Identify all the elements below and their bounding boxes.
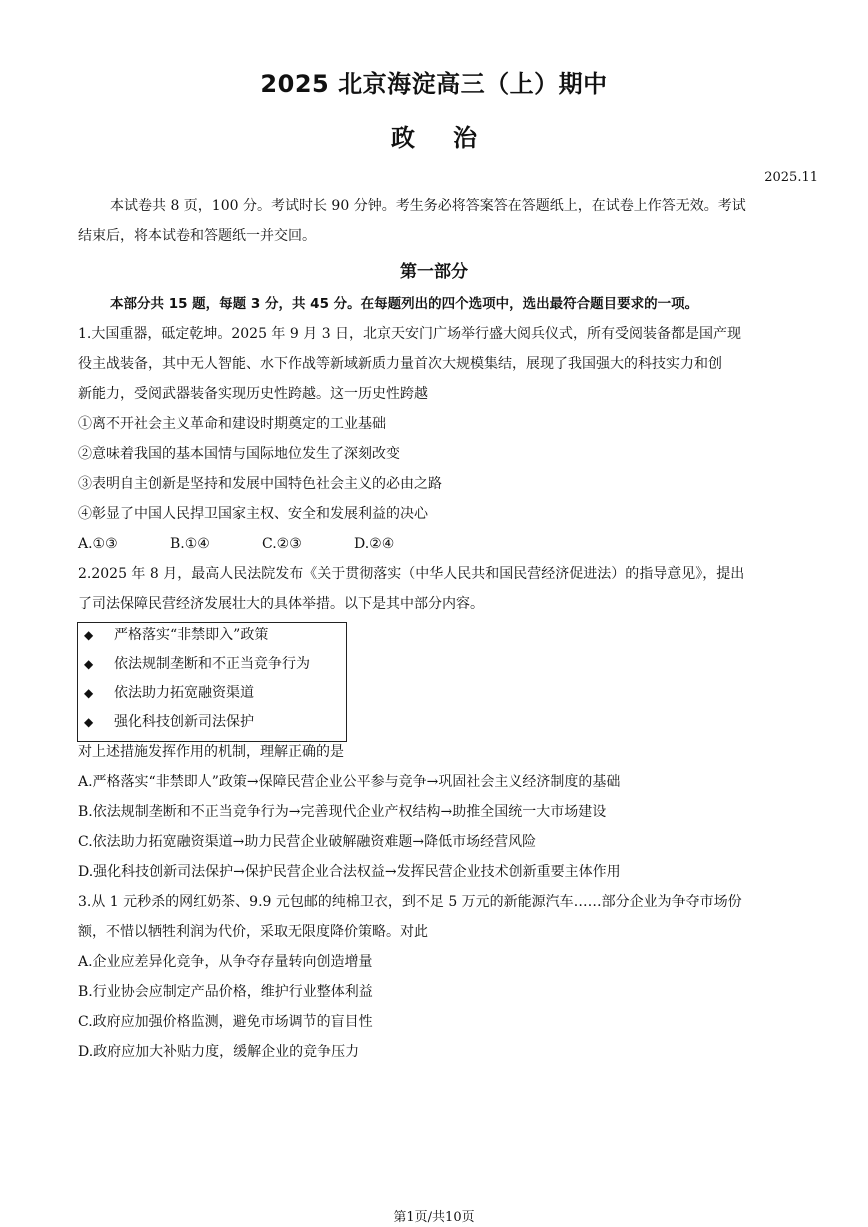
q2-option-c: C.依法助力拓宽融资渠道→助力民营企业破解融资难题→降低市场经营风险 — [78, 834, 537, 850]
part-heading: 第一部分 — [400, 262, 468, 282]
part-intro: 本部分共 15 题，每题 3 分，共 45 分。在每题列出的四个选项中，选出最符合题目要求的一项。 — [110, 296, 699, 312]
q1-statement-4: ④彰显了中国人民捍卫国家主权、安全和发展利益的决心 — [78, 506, 428, 522]
exam-date: 2025.11 — [764, 170, 818, 185]
q3-option-b: B.行业协会应制定产品价格，维护行业整体利益 — [78, 984, 373, 1000]
q2-option-a: A.严格落实“非禁即人”政策→保障民营企业公平参与竞争→巩固社会主义经济制度的基础 — [78, 774, 621, 790]
q1-stem-line-2: 役主战装备，其中无人智能、水下作战等新域新质力量首次大规模集结，展现了我国强大的科技实力和创 — [78, 356, 722, 372]
q3-stem-line-2: 额，不惜以牺牲利润为代价，采取无限度降价策略。对此 — [78, 924, 428, 940]
diamond-bullet-icon: ◆ — [84, 715, 94, 729]
q1-statement-2: ②意味着我国的基本国情与国际地位发生了深刻改变 — [78, 446, 400, 462]
subject-title: 政治 — [391, 124, 515, 152]
measure-text: 严格落实“非禁即入”政策 — [114, 627, 269, 643]
q1-statement-1: ①离不开社会主义革命和建设时期奠定的工业基础 — [78, 416, 386, 432]
q3-stem-line-1: 3.从 1 元秒杀的网红奶茶、9.9 元包邮的纯棉卫衣，到不足 5 万元的新能源汽车……部分企业为争夺市场份 — [78, 894, 742, 910]
diamond-bullet-icon: ◆ — [84, 657, 94, 671]
q1-option-a: A.①③ — [78, 536, 118, 552]
q3-option-c: C.政府应加强价格监测，避免市场调节的盲目性 — [78, 1014, 373, 1030]
q1-stem-line-1: 1.大国重器，砥定乾坤。2025 年 9 月 3 日，北京天安门广场举行盛大阅兵仪式，所有受阅装备都是国产现 — [78, 326, 742, 342]
q2-stem-line-2: 了司法保障民营经济发展壮大的具体举措。以下是其中部分内容。 — [78, 596, 484, 612]
measure-text: 强化科技创新司法保护 — [114, 714, 254, 730]
exam-title: 2025 北京海淀高三（上）期中 — [260, 70, 608, 98]
q2-option-b: B.依法规制垄断和不正当竞争行为→完善现代企业产权结构→助推全国统一大市场建设 — [78, 804, 607, 820]
q1-option-b: B.①④ — [170, 536, 210, 552]
instructions-line-2: 结束后，将本试卷和答题纸一并交回。 — [78, 228, 316, 244]
q1-option-c: C.②③ — [262, 536, 302, 552]
q1-stem-line-3: 新能力，受阅武器装备实现历史性跨越。这一历史性跨越 — [78, 386, 428, 402]
q2-question: 对上述措施发挥作用的机制，理解正确的是 — [78, 744, 344, 760]
measure-text: 依法规制垄断和不正当竞争行为 — [114, 656, 310, 672]
measures-box — [77, 622, 347, 742]
measure-text: 依法助力拓宽融资渠道 — [114, 685, 254, 701]
measure-item — [84, 683, 254, 703]
q1-option-d: D.②④ — [354, 536, 395, 552]
measure-item — [84, 654, 310, 674]
measure-item — [84, 712, 254, 732]
diamond-bullet-icon: ◆ — [84, 628, 94, 642]
measure-item — [84, 625, 268, 645]
q3-option-a: A.企业应差异化竞争，从争夺存量转向创造增量 — [78, 954, 373, 970]
q2-option-d: D.强化科技创新司法保护→保护民营企业合法权益→发挥民营企业技术创新重要主体作用 — [78, 864, 621, 880]
q3-option-d: D.政府应加大补贴力度，缓解企业的竞争压力 — [78, 1044, 360, 1060]
diamond-bullet-icon: ◆ — [84, 686, 94, 700]
instructions-line-1: 本试卷共 8 页，100 分。考试时长 90 分钟。考生务必将答案答在答题纸上，在试卷上作答无效。考试 — [110, 198, 746, 214]
page-number: 第1页/共10页 — [393, 1210, 475, 1225]
q2-stem-line-1: 2.2025 年 8 月，最高人民法院发布《关于贯彻落实（中华人民共和国民营经济促进法）的指导意见》，提出 — [78, 566, 745, 582]
q1-statement-3: ③表明自主创新是坚持和发展中国特色社会主义的必由之路 — [78, 476, 442, 492]
